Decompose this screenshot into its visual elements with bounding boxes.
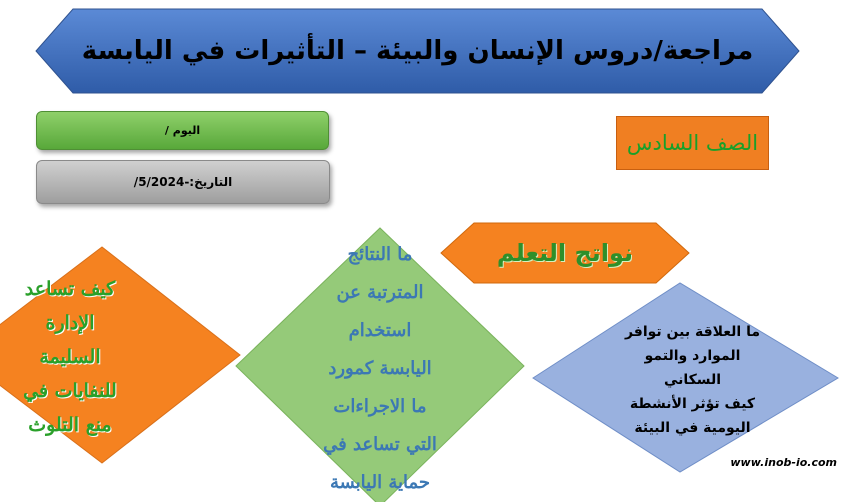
orange-line: منع التلوث — [28, 414, 112, 436]
green-line: ما الاجراءات — [333, 396, 427, 417]
day-field: اليوم / — [36, 111, 329, 150]
learning-outcomes-title: نواتج التعلم — [496, 239, 634, 267]
page-title: مراجعة/دروس الإنسان والبيئة – التأثيرات في اليابسة — [81, 36, 754, 66]
blue-line: السكاني — [663, 372, 722, 388]
blue-line: كيف تؤثر الأنشطة — [629, 396, 756, 412]
blue-line: الموارد والتمو — [644, 348, 741, 364]
blue-line: اليومية في البيئة — [634, 420, 751, 436]
green-line: التي تساعد في — [323, 434, 437, 455]
orange-line: للنفايات في — [23, 380, 117, 402]
green-line: المترتبة عن — [336, 282, 424, 303]
blue-line: ما العلاقة بين توافر — [624, 324, 761, 340]
title-banner — [35, 8, 800, 94]
blue-diamond-text — [600, 320, 785, 440]
green-line: حماية اليابسة — [329, 472, 431, 493]
orange-line: الإدارة — [45, 312, 95, 334]
green-line: اليابسة كمورد — [328, 358, 432, 379]
green-line: ما النتائج — [347, 244, 413, 265]
green-diamond-text — [300, 236, 460, 502]
orange-line: كيف تساعد — [24, 278, 116, 300]
grade-label: الصف السادس — [616, 116, 769, 170]
orange-line: السليمة — [39, 346, 101, 368]
orange-diamond-text — [0, 272, 140, 442]
date-field: التاريخ:-5/2024/ — [36, 160, 330, 204]
green-line: استخدام — [348, 320, 412, 341]
watermark-link[interactable]: www.inob-io.com — [716, 456, 841, 472]
